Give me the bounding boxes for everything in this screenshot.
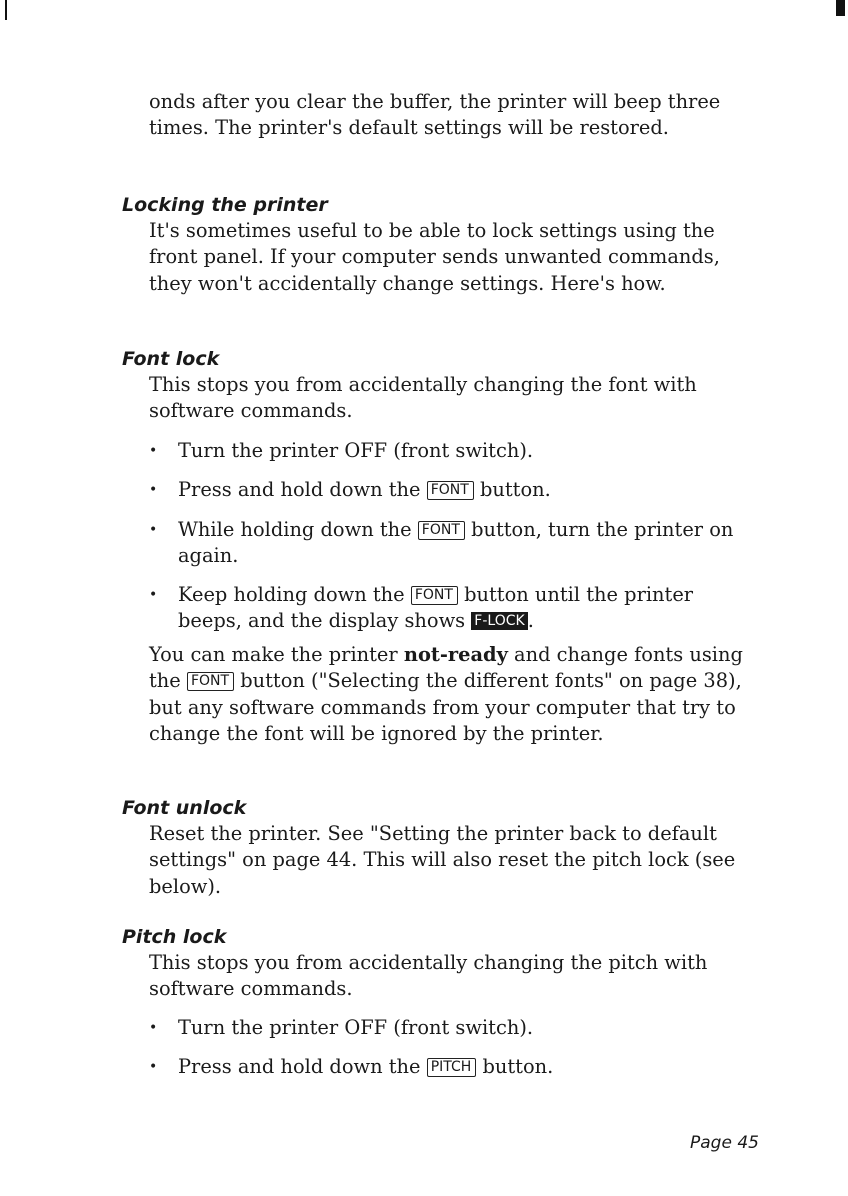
font-key: FONT — [187, 672, 234, 691]
list-item: • Turn the printer OFF (front switch). — [149, 438, 759, 464]
font-lock-steps — [149, 438, 759, 635]
margin-mark-left — [5, 0, 7, 20]
page-number: Page 45 — [690, 1133, 759, 1153]
font-key: FONT — [427, 481, 474, 500]
bullet-icon: • — [149, 521, 158, 538]
heading-locking-the-printer: Locking the printer — [122, 194, 328, 216]
list-item: • Keep holding down the FONT button until the printer beeps, and the display shows F-LOCK . — [149, 583, 694, 633]
pitch-lock-paragraph: This stops you from accidentally changing the pitch with software commands. — [149, 951, 708, 1001]
bullet-icon: • — [149, 443, 158, 459]
list-item: • Press and hold down the PITCH button. — [149, 1054, 759, 1080]
intro-paragraph: onds after you clear the buffer, the printer will beep three times. The printer's default settings will be restored. — [149, 90, 721, 140]
bullet-icon: • — [149, 482, 158, 499]
pitch-lock-steps — [149, 1015, 759, 1081]
font-unlock-paragraph: Reset the printer. See "Setting the printer back to default settings" on page 44. This will also reset the pitch lock (see below). — [149, 822, 736, 898]
heading-pitch-lock: Pitch lock — [122, 926, 227, 948]
list-item: • Press and hold down the FONT button. — [149, 477, 759, 503]
f-lock-display: F-LOCK — [471, 612, 527, 630]
bullet-icon: • — [149, 587, 158, 604]
pitch-key: PITCH — [427, 1058, 477, 1077]
bullet-icon: • — [149, 1020, 158, 1036]
font-key: FONT — [411, 586, 458, 605]
heading-font-lock: Font lock — [122, 348, 220, 370]
margin-mark-right — [836, 0, 845, 16]
locking-paragraph: It's sometimes useful to be able to lock settings using the front panel. If your computer sends unwanted commands, they won't accidentally change settings. Here's how. — [149, 219, 720, 295]
font-key: FONT — [418, 521, 465, 540]
not-ready-term: not-ready — [403, 643, 508, 666]
font-lock-note-paragraph: You can make the printer not-ready and change fonts using the FONT button ("Selecting the different fonts" on page 38), but any software commands from your computer that try to change the font will be ignored by the printer. — [149, 643, 743, 745]
list-item: • Turn the printer OFF (front switch). — [149, 1015, 759, 1041]
bullet-icon: • — [149, 1059, 158, 1076]
heading-font-unlock: Font unlock — [122, 797, 247, 819]
list-item: • While holding down the FONT button, turn the printer on again. — [149, 517, 734, 567]
font-lock-paragraph: This stops you from accidentally changing the font with software commands. — [149, 373, 697, 423]
